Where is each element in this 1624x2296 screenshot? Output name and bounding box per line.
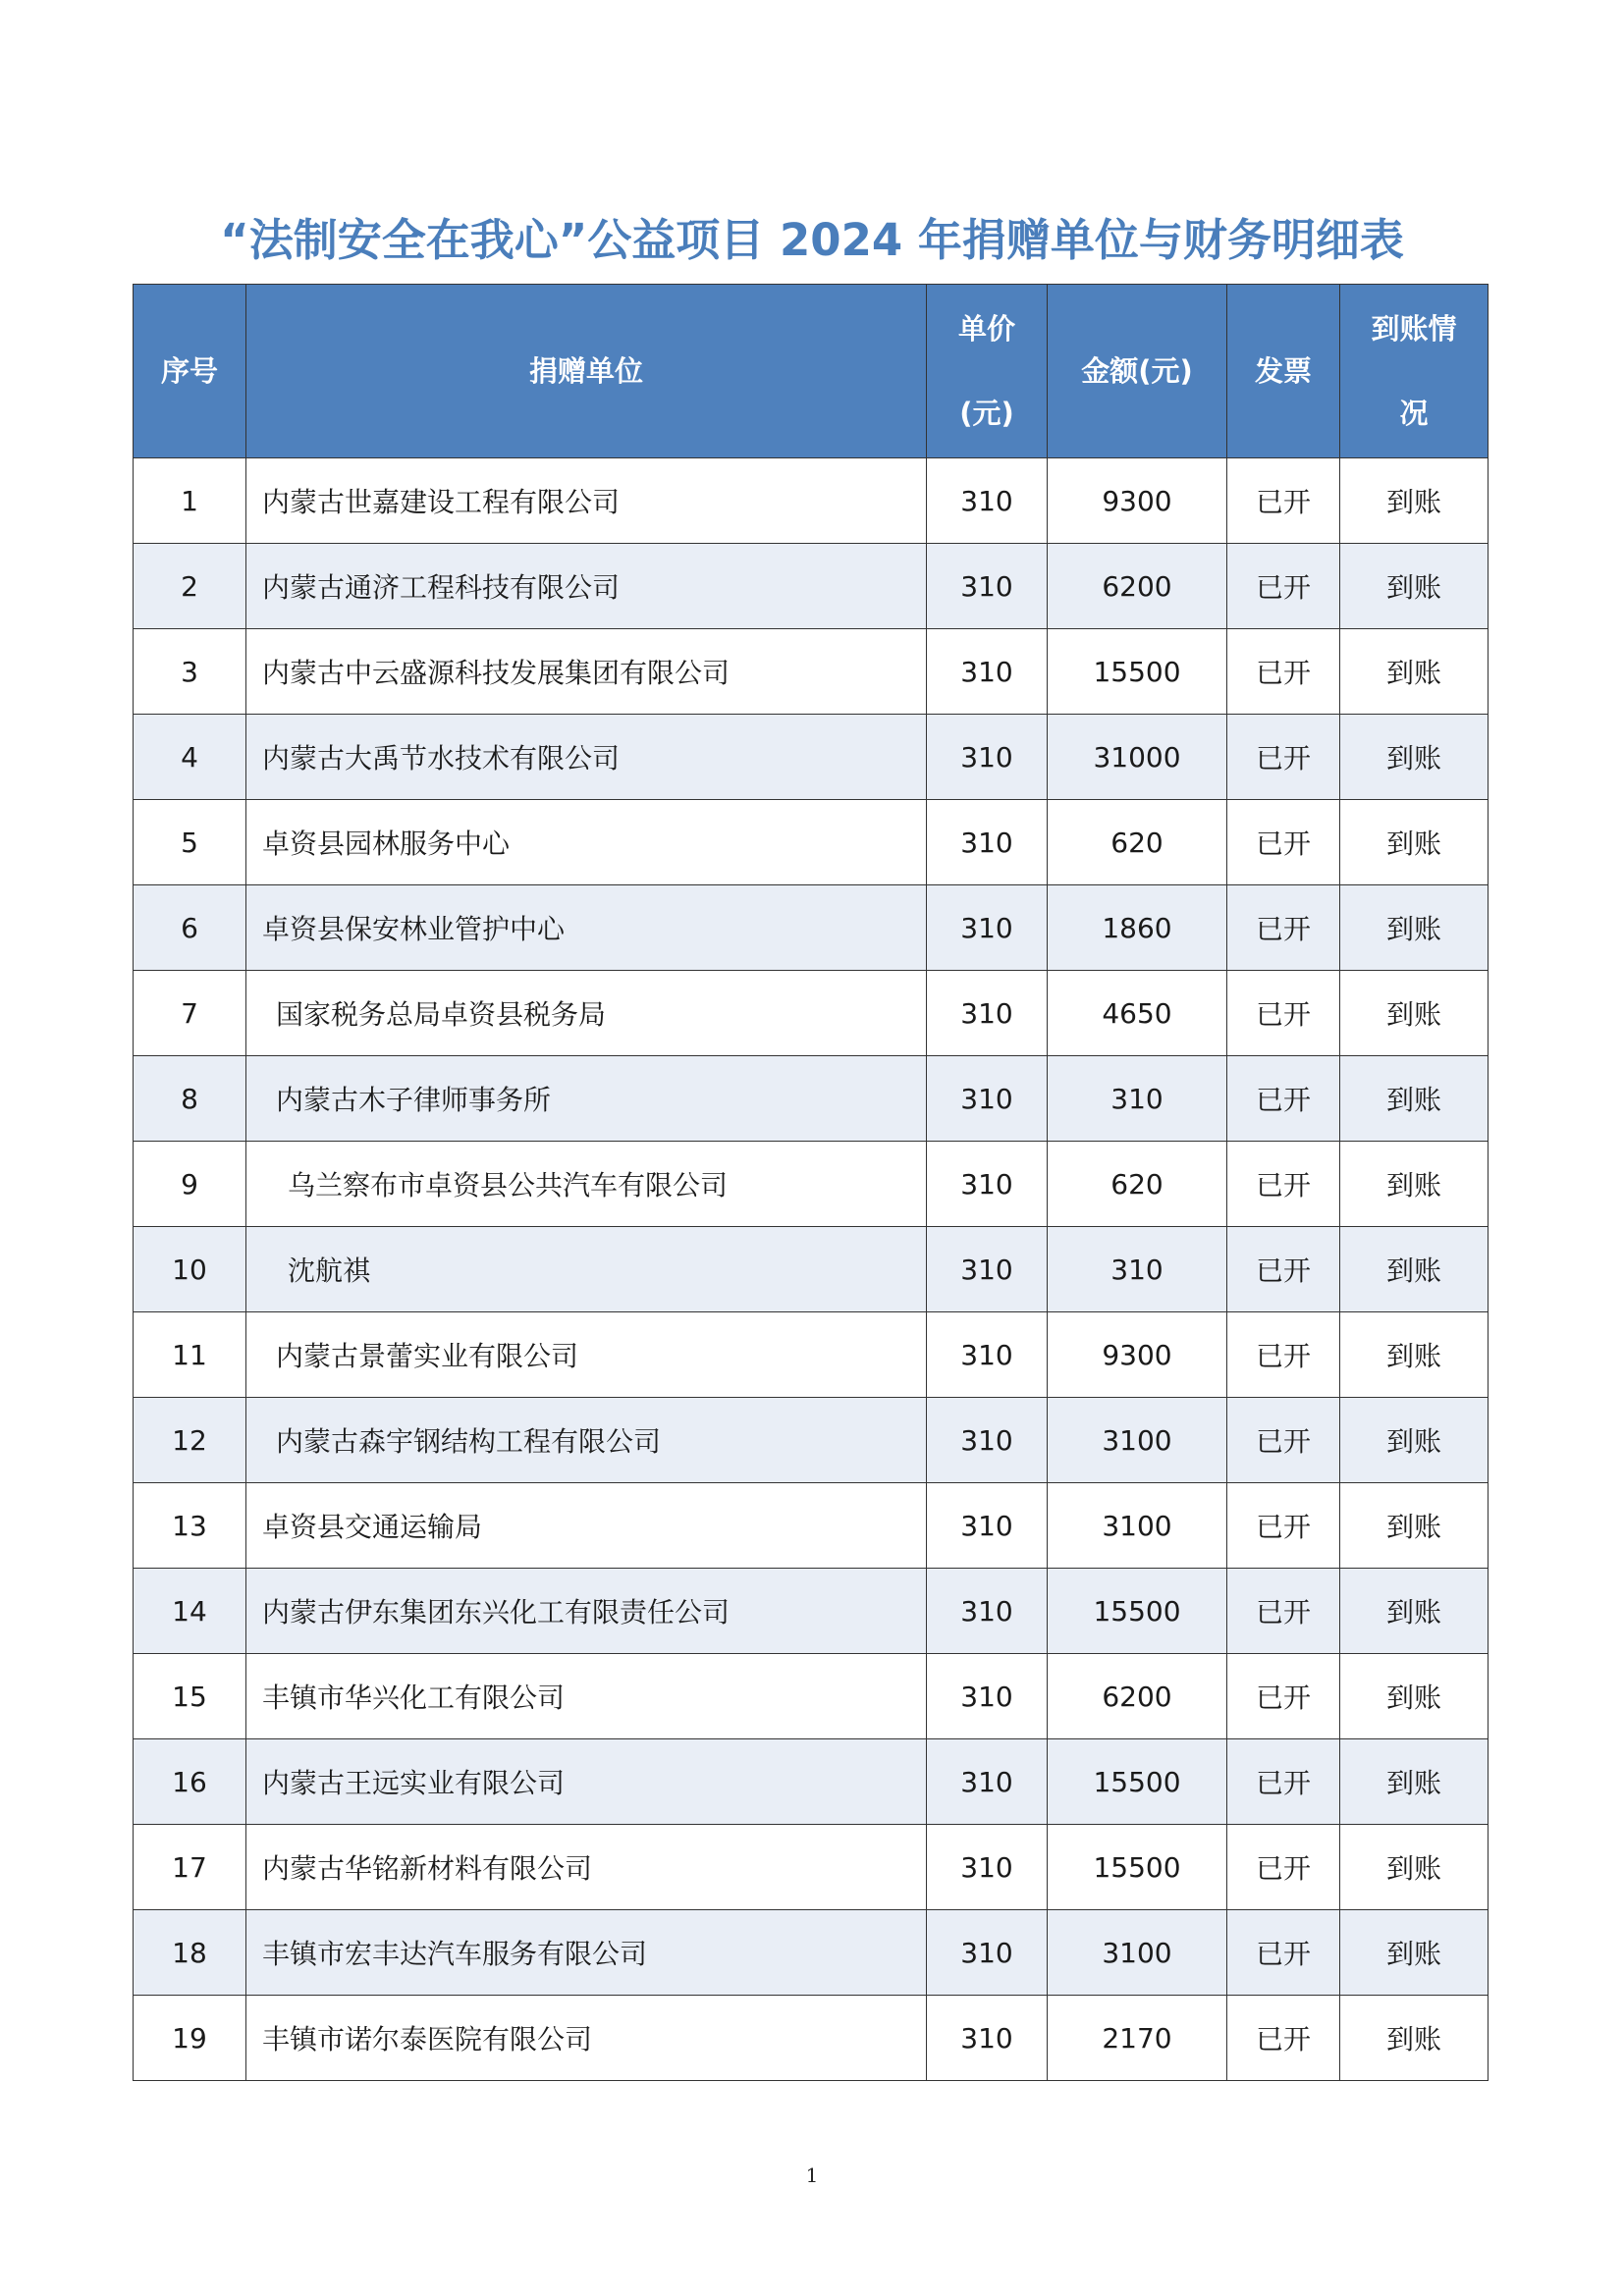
cell-invoice: 已开: [1227, 458, 1340, 544]
cell-unit: 内蒙古森宇钢结构工程有限公司: [246, 1398, 927, 1483]
page-title: “法制安全在我心”公益项目 2024 年捐赠单位与财务明细表: [220, 214, 1404, 266]
cell-index: 9: [134, 1142, 246, 1227]
table-row: [134, 1227, 1489, 1312]
table-row: [134, 800, 1489, 885]
table-row: [134, 544, 1489, 629]
cell-invoice: 已开: [1227, 1142, 1340, 1227]
table-row: [134, 715, 1489, 800]
cell-unit: 内蒙古世嘉建设工程有限公司: [246, 458, 927, 544]
cell-unit: 内蒙古伊东集团东兴化工有限责任公司: [246, 1569, 927, 1654]
cell-amount: 3100: [1048, 1398, 1227, 1483]
cell-status: 到账: [1340, 1739, 1489, 1825]
cell-unit: 沈航祺: [246, 1227, 927, 1312]
header-status-line1: 到账情: [1371, 312, 1457, 346]
cell-price: 310: [927, 800, 1048, 885]
cell-amount: 15500: [1048, 1739, 1227, 1825]
cell-index: 7: [134, 971, 246, 1056]
table-row: [134, 1483, 1489, 1569]
cell-price: 310: [927, 971, 1048, 1056]
cell-amount: 3100: [1048, 1483, 1227, 1569]
header-price-line1: 单价: [957, 312, 1015, 346]
cell-status: 到账: [1340, 1398, 1489, 1483]
cell-amount: 620: [1048, 800, 1227, 885]
cell-amount: 4650: [1048, 971, 1227, 1056]
cell-invoice: 已开: [1227, 800, 1340, 885]
cell-status: 到账: [1340, 971, 1489, 1056]
cell-amount: 1860: [1048, 885, 1227, 971]
cell-status: 到账: [1340, 1227, 1489, 1312]
cell-invoice: 已开: [1227, 1312, 1340, 1398]
cell-index: 13: [134, 1483, 246, 1569]
table-row: [134, 971, 1489, 1056]
cell-unit: 内蒙古景蕾实业有限公司: [246, 1312, 927, 1398]
cell-unit: 国家税务总局卓资县税务局: [246, 971, 927, 1056]
cell-index: 18: [134, 1910, 246, 1996]
table-row: [134, 458, 1489, 544]
cell-invoice: 已开: [1227, 544, 1340, 629]
cell-price: 310: [927, 1142, 1048, 1227]
cell-amount: 310: [1048, 1227, 1227, 1312]
cell-price: 310: [927, 1654, 1048, 1739]
header-price-line2: (元): [959, 397, 1014, 430]
table-row: [134, 885, 1489, 971]
cell-price: 310: [927, 715, 1048, 800]
cell-price: 310: [927, 885, 1048, 971]
cell-status: 到账: [1340, 1312, 1489, 1398]
cell-invoice: 已开: [1227, 1910, 1340, 1996]
cell-amount: 15500: [1048, 629, 1227, 715]
cell-price: 310: [927, 1227, 1048, 1312]
cell-index: 11: [134, 1312, 246, 1398]
cell-unit: 乌兰察布市卓资县公共汽车有限公司: [246, 1142, 927, 1227]
cell-status: 到账: [1340, 544, 1489, 629]
cell-unit: 内蒙古王远实业有限公司: [246, 1739, 927, 1825]
cell-unit: 内蒙古中云盛源科技发展集团有限公司: [246, 629, 927, 715]
cell-amount: 9300: [1048, 458, 1227, 544]
cell-unit: 丰镇市诺尔泰医院有限公司: [246, 1996, 927, 2081]
cell-status: 到账: [1340, 1569, 1489, 1654]
cell-index: 14: [134, 1569, 246, 1654]
cell-invoice: 已开: [1227, 1227, 1340, 1312]
cell-amount: 15500: [1048, 1825, 1227, 1910]
cell-invoice: 已开: [1227, 971, 1340, 1056]
cell-unit: 内蒙古通济工程科技有限公司: [246, 544, 927, 629]
cell-unit: 卓资县交通运输局: [246, 1483, 927, 1569]
cell-price: 310: [927, 1312, 1048, 1398]
cell-amount: 31000: [1048, 715, 1227, 800]
cell-index: 12: [134, 1398, 246, 1483]
cell-price: 310: [927, 1056, 1048, 1142]
cell-index: 10: [134, 1227, 246, 1312]
cell-amount: 2170: [1048, 1996, 1227, 2081]
header-price: [927, 285, 1048, 458]
cell-status: 到账: [1340, 885, 1489, 971]
cell-price: 310: [927, 1739, 1048, 1825]
table-header-row: [134, 285, 1489, 458]
cell-unit: 丰镇市宏丰达汽车服务有限公司: [246, 1910, 927, 1996]
header-index: 序号: [134, 285, 246, 458]
cell-amount: 6200: [1048, 544, 1227, 629]
cell-index: 1: [134, 458, 246, 544]
cell-price: 310: [927, 629, 1048, 715]
cell-invoice: 已开: [1227, 1056, 1340, 1142]
table-row: [134, 1739, 1489, 1825]
cell-price: 310: [927, 1996, 1048, 2081]
cell-unit: 内蒙古大禹节水技术有限公司: [246, 715, 927, 800]
table-row: [134, 1996, 1489, 2081]
cell-price: 310: [927, 1398, 1048, 1483]
cell-amount: 9300: [1048, 1312, 1227, 1398]
cell-status: 到账: [1340, 1483, 1489, 1569]
cell-invoice: 已开: [1227, 1654, 1340, 1739]
cell-status: 到账: [1340, 715, 1489, 800]
table-row: [134, 1910, 1489, 1996]
cell-invoice: 已开: [1227, 1483, 1340, 1569]
cell-amount: 15500: [1048, 1569, 1227, 1654]
cell-index: 3: [134, 629, 246, 715]
table-row: [134, 629, 1489, 715]
cell-invoice: 已开: [1227, 885, 1340, 971]
cell-invoice: 已开: [1227, 1825, 1340, 1910]
cell-index: 2: [134, 544, 246, 629]
cell-index: 5: [134, 800, 246, 885]
table-row: [134, 1056, 1489, 1142]
cell-status: 到账: [1340, 1142, 1489, 1227]
header-invoice: 发票: [1227, 285, 1340, 458]
cell-invoice: 已开: [1227, 1569, 1340, 1654]
cell-status: 到账: [1340, 1056, 1489, 1142]
cell-invoice: 已开: [1227, 629, 1340, 715]
cell-index: 19: [134, 1996, 246, 2081]
cell-index: 16: [134, 1739, 246, 1825]
cell-index: 15: [134, 1654, 246, 1739]
cell-status: 到账: [1340, 800, 1489, 885]
cell-status: 到账: [1340, 1996, 1489, 2081]
cell-unit: 内蒙古木子律师事务所: [246, 1056, 927, 1142]
table-row: [134, 1142, 1489, 1227]
cell-price: 310: [927, 1825, 1048, 1910]
donation-table: [133, 284, 1489, 2081]
page-number: 1: [805, 2163, 819, 2187]
cell-index: 17: [134, 1825, 246, 1910]
cell-status: 到账: [1340, 1910, 1489, 1996]
table-row: [134, 1312, 1489, 1398]
cell-amount: 310: [1048, 1056, 1227, 1142]
table-row: [134, 1398, 1489, 1483]
cell-price: 310: [927, 458, 1048, 544]
cell-index: 4: [134, 715, 246, 800]
cell-status: 到账: [1340, 629, 1489, 715]
cell-amount: 6200: [1048, 1654, 1227, 1739]
cell-unit: 卓资县保安林业管护中心: [246, 885, 927, 971]
cell-unit: 丰镇市华兴化工有限公司: [246, 1654, 927, 1739]
cell-invoice: 已开: [1227, 1398, 1340, 1483]
cell-unit: 内蒙古华铭新材料有限公司: [246, 1825, 927, 1910]
cell-price: 310: [927, 544, 1048, 629]
header-status: [1340, 285, 1489, 458]
header-amount: 金额(元): [1048, 285, 1227, 458]
table-row: [134, 1569, 1489, 1654]
header-unit: 捐赠单位: [246, 285, 927, 458]
cell-invoice: 已开: [1227, 715, 1340, 800]
header-status-line2: 况: [1399, 397, 1429, 430]
cell-amount: 620: [1048, 1142, 1227, 1227]
cell-index: 8: [134, 1056, 246, 1142]
cell-status: 到账: [1340, 1825, 1489, 1910]
cell-price: 310: [927, 1483, 1048, 1569]
cell-amount: 3100: [1048, 1910, 1227, 1996]
cell-price: 310: [927, 1569, 1048, 1654]
cell-index: 6: [134, 885, 246, 971]
cell-status: 到账: [1340, 1654, 1489, 1739]
cell-invoice: 已开: [1227, 1739, 1340, 1825]
cell-price: 310: [927, 1910, 1048, 1996]
cell-unit: 卓资县园林服务中心: [246, 800, 927, 885]
table-row: [134, 1825, 1489, 1910]
cell-status: 到账: [1340, 458, 1489, 544]
table-row: [134, 1654, 1489, 1739]
cell-invoice: 已开: [1227, 1996, 1340, 2081]
